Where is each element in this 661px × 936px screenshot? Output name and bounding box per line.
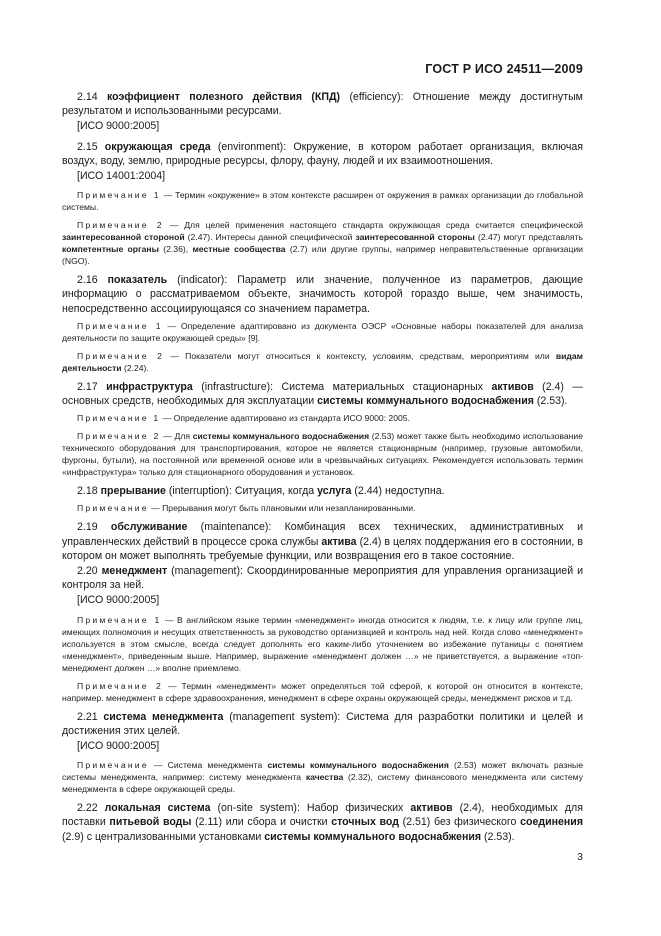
term-2-15: 2.15 окружающая среда (environment): Окружение, в котором работает организация, включая воздух, воду, землю, природные ресурсы, флору, фауну, людей и их взаимоотношения. bbox=[62, 140, 583, 167]
note-2-20-1: Примечание 1 — В английском языке термин «менеджмент» иногда относится к людям, т.е. к лицу или группе лиц, имеющих полномочия и несущих ответственность за руководство организацией и контроль над ней. Когда слово «менеджмент» используется в этом смысле, всегда следует дополнять его каким-либо уточнением во избежание путаницы с понятием «менеджмент», приведенным выше. Например, выражение «менеджмент должен …» не приветствуется, а выражение «топ-менеджмент должен …» вполне приемлемо. bbox=[62, 614, 583, 673]
term-2-15-ref: [ИСО 14001:2004] bbox=[77, 170, 166, 183]
term-2-21-ref: [ИСО 9000:2005] bbox=[77, 740, 160, 753]
term-2-19: 2.19 обслуживание (maintenance): Комбинация всех технических, административных и управленческих действий в процессе срока службы актива (2.4) в целях поддержания его в состоянии, в котором он может выполнять требуемые функции, или возвращения его в такое состояние. bbox=[62, 521, 584, 562]
note-2-17-2: Примечание 2 — Для системы коммунального водоснабжения (2.53) может также быть необходимо использование технического оборудования для транспортирования, которое не является стационарным (например, грузовые автомобили, фургоны, бутыли), на постоянной или временной основе или в чрезвычайных ситуациях. Рекомендуется использовать термин «инфраструктура» только для стационарного оборудования и установок. bbox=[62, 431, 583, 478]
note-2-21: Примечание — Система менеджмента системы коммунального водоснабжения (2.53) может включать разные системы менеджмента, например: систему менеджмента качества (2.32), систему финансового менеджмента или систему менеджмента в сфере окружающей среды. bbox=[62, 760, 583, 795]
term-2-14-ref: [ИСО 9000:2005] bbox=[77, 120, 160, 133]
term-2-22: 2.22 локальная система (on-site system): Набор физических активов (2.4), необходимых для поставки питьевой воды (2.11) или сбора и очистки сточных вод (2.51) без физического соединения (2.9) с централизованными установками системы коммунального водоснабжения (2.53). bbox=[62, 802, 583, 843]
note-2-16-2: Примечание 2 — Показатели могут относиться к контексту, условиям, средствам, мероприятиям или видам деятельности (2.24). bbox=[62, 350, 584, 373]
document-body bbox=[62, 90, 583, 845]
term-2-17: 2.17 инфраструктура (infrastructure): Система материальных стационарных активов (2.4) — основных средств, необходимых для эксплуатации системы коммунального водоснабжения (2.53). bbox=[62, 380, 583, 408]
term-2-18: 2.18 прерывание (interruption): Ситуация, когда услуга (2.44) недоступна. bbox=[77, 485, 445, 498]
note-2-16-1: Примечание 1 — Определение адаптировано из документа ОЭСР «Основные наборы показателей для анализа деятельности по защите окружающей среды» [9]. bbox=[62, 320, 584, 343]
term-2-16: 2.16 показатель (indicator): Параметр или значение, полученное из параметров, дающие информацию о рассматриваемом объекте, значимость которой гораздо выше, чем значимость, непосредственно ассоциирующаяся со значением параметра. bbox=[62, 274, 583, 315]
term-2-21: 2.21 система менеджмента (management system): Система для разработки политики и целей и достижения этих целей. bbox=[62, 710, 583, 737]
page-number: 3 bbox=[577, 851, 583, 863]
term-2-20-ref: [ИСО 9000:2005] bbox=[77, 594, 160, 607]
document-header: ГОСТ Р ИСО 24511—2009 bbox=[425, 62, 583, 76]
note-2-15-1: Примечание 1 — Термин «окружение» в этом контексте расширен от окружения в рамках организации до глобальной системы. bbox=[62, 190, 583, 213]
note-2-20-2: Примечание 2 — Термин «менеджмент» может определяться той сферой, к которой он относится в контексте, например. менеджмент в сфере здравоохранения, менеджмент в сфере охраны окружающей среды, менеджмент рисков и т.д. bbox=[62, 680, 583, 703]
term-2-14: 2.14 коэффициент полезного действия (КПД) (efficiency): Отношение между достигнутым результатом и использованными ресурсами. bbox=[62, 91, 583, 118]
note-2-15-2: Примечание 2 — Для целей применения настоящего стандарта окружающая среда считается специфической заинтересованной стороной (2.47). Интересы данной специфической заинтересованной стороны (2.47) могут представлять компетентные органы (2.36), местные сообщества (2.7) или другие группы, например неправительственные организации (NGO). bbox=[62, 220, 583, 267]
term-2-20: 2.20 менеджмент (management): Скоординированные мероприятия для управления организацией и контроля за ней. bbox=[62, 565, 583, 592]
note-2-17-1: Примечание 1 — Определение адаптировано из стандарта ИСО 9000: 2005. bbox=[77, 413, 410, 424]
note-2-18: Примечание — Прерывания могут быть плановыми или незапланированными. bbox=[77, 503, 416, 514]
